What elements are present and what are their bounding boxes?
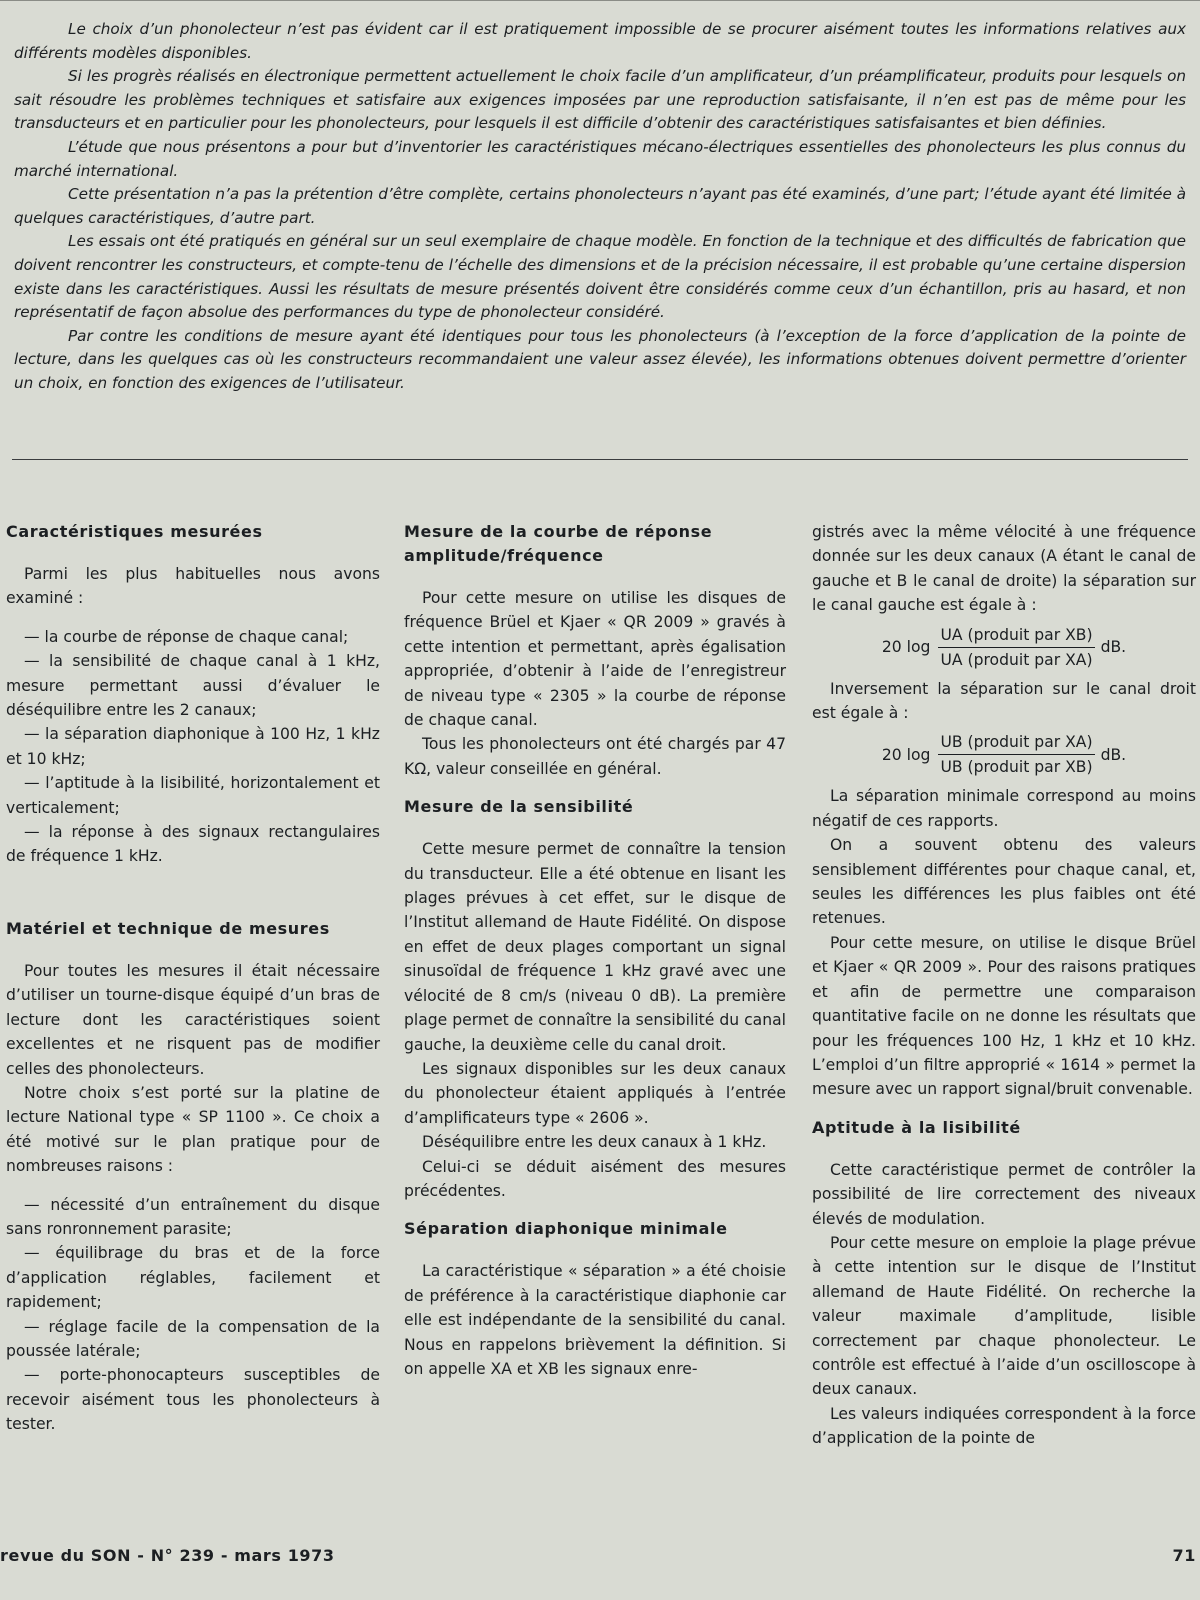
separation-formula-right — [812, 731, 1196, 778]
paragraph: Pour cette mesure on emploie la plage prévue à cette intention sur le disque de l’Institut allemand de Haute Fidélité. On recherche la valeur maximale d’amplitude, lisible correctement par chaque phonolecteur. Le contrôle est effectué à l’aide d’un oscilloscope à deux canaux. — [812, 1233, 1196, 1399]
list-item: — la courbe de réponse de chaque canal; — [24, 627, 349, 646]
intro-paragraph: Par contre les conditions de mesure ayant été identiques pour tous les phonolecteurs (à l’exception de la force d’application de la pointe de lecture, dans les quelques cas où les constructeurs recommandaient une valeur assez élevée), les informations obtenues doivent permettre d’orienter un choix, en fonction des exigences de l’utilisateur. — [14, 326, 1186, 392]
column-1 — [6, 520, 380, 1437]
formula-fraction — [938, 731, 1094, 778]
page-footer — [0, 1546, 1200, 1576]
paragraph: La caractéristique « séparation » a été choisie de préférence à la caractéristique diaphonie car elle est indépendante de la sensibilité du canal. Nous en rappelons brièvement la définition. Si on appelle XA et XB les signaux enre- — [404, 1262, 786, 1378]
column-3 — [812, 520, 1196, 1451]
list-item: — l’aptitude à la lisibilité, horizontalement et verticalement; — [6, 774, 380, 817]
intro-paragraph: Les essais ont été pratiqués en général sur un seul exemplaire de chaque modèle. En fonction de la technique et des difficultés de fabrication que doivent rencontrer les constructeurs, et compte-tenu de l’échelle des dimensions et de la précision nécessaire, il est probable qu’une certaine dispersion existe dans les caractéristiques. Aussi les résultats de mesure présentés doivent être considérés comme ceux d’un échantillon, pris au hasard, et non représentatif de façon absolue des performances du type de phonolecteur considéré. — [14, 232, 1186, 322]
formula-prefix: 20 log — [881, 638, 931, 657]
intro-paragraph: Le choix d’un phonolecteur n’est pas évident car il est pratiquement impossible de se procurer aisément toutes les informations relatives aux différents modèles disponibles. — [14, 20, 1186, 62]
formula-unit: dB. — [1100, 638, 1127, 657]
intro-paragraph: L’étude que nous présentons a pour but d’inventorier les caractéristiques mécano-électriques essentielles des phonolecteurs les plus connus du marché international. — [14, 137, 1186, 180]
section-heading: Mesure de la courbe de réponse amplitude/fréquence — [404, 522, 713, 565]
formula-denominator: UB (produit par XB) — [940, 758, 1093, 777]
intro-paragraph: Si les progrès réalisés en électronique permettent actuellement le choix facile d’un amplificateur, d’un préamplificateur, produits pour lesquels on sait résoudre les problèmes techniques et satisfaire aux exigences imposées par une reproduction satisfaisante, il n’en est pas de même pour les transducteurs et en particulier pour les phonolecteurs, pour lesquels il est difficile d’obtenir des caractéristiques satisfaisantes et bien définies. — [14, 67, 1186, 133]
formula-unit: dB. — [1100, 745, 1127, 764]
formula-prefix: 20 log — [881, 745, 931, 764]
paragraph: Inversement la séparation sur le canal droit est égale à : — [812, 679, 1196, 723]
list-item: — la séparation diaphonique à 100 Hz, 1 kHz et 10 kHz; — [6, 725, 380, 768]
formula-numerator: UA (produit par XB) — [938, 624, 1094, 648]
paragraph: Les valeurs indiquées correspondent à la force d’application de la pointe de — [812, 1404, 1196, 1448]
paragraph: Pour toutes les mesures il était nécessaire d’utiliser un tourne-disque équipé d’un bras de lecture dont les caractéristiques soient excellentes et ne risquent pas de modifier celles des phonolecteurs. — [6, 961, 380, 1078]
separation-formula-left — [812, 624, 1196, 671]
paragraph: gistrés avec la même vélocité à une fréquence donnée sur les deux canaux (A étant le canal de gauche et B le canal de droite) la séparation sur le canal gauche est égale à : — [812, 523, 1196, 615]
paragraph: Notre choix s’est porté sur la platine de lecture National type « SP 1100 ». Ce choix a été motivé sur le plan pratique pour de nombreuses raisons : — [6, 1083, 380, 1176]
top-rule — [0, 0, 1200, 1]
intro-paragraph: Cette présentation n’a pas la prétention d’être complète, certains phonolecteurs n’ayant pas été examinés, d’une part; l’étude ayant été limitée à quelques caractéristiques, d’autre part. — [14, 185, 1186, 227]
paragraph: Cette caractéristique permet de contrôler la possibilité de lire correctement des niveaux élevés de modulation. — [812, 1160, 1196, 1228]
paragraph: La séparation minimale correspond au moins négatif de ces rapports. — [812, 787, 1196, 830]
paragraph: Déséquilibre entre les deux canaux à 1 kHz. — [422, 1133, 767, 1152]
paragraph: Tous les phonolecteurs ont été chargés par 47 KΩ, valeur conseillée en général. — [404, 735, 786, 778]
page-number: 71 — [1172, 1546, 1196, 1565]
section-heading: Caractéristiques mesurées — [6, 522, 263, 541]
paragraph: Celui-ci se déduit aisément des mesures précédentes. — [404, 1157, 786, 1200]
journal-issue: revue du SON - N° 239 - mars 1973 — [0, 1546, 335, 1565]
list-item: — équilibrage du bras et de la force d’application réglables, facilement et rapidement; — [6, 1244, 380, 1312]
list-item: — porte-phonocapteurs susceptibles de recevoir aisément tous les phonolecteurs à tester. — [6, 1366, 380, 1434]
list-item: — la réponse à des signaux rectangulaires de fréquence 1 kHz. — [6, 823, 380, 866]
column-2 — [404, 520, 786, 1381]
section-divider — [12, 459, 1188, 460]
paragraph: Parmi les plus habituelles nous avons examiné : — [6, 565, 380, 608]
list-item: — la sensibilité de chaque canal à 1 kHz, mesure permettant aussi d’évaluer le déséquilibre entre les 2 canaux; — [6, 652, 380, 720]
formula-fraction — [938, 624, 1094, 671]
paragraph: Pour cette mesure on utilise les disques de fréquence Brüel et Kjaer « QR 2009 » gravés à cette intention et permettant, après égalisation appropriée, d’obtenir à l’aide de l’enregistreur de niveau type « 2305 » la courbe de réponse de chaque canal. — [404, 589, 786, 730]
paragraph: Pour cette mesure, on utilise le disque Brüel et Kjaer « QR 2009 ». Pour des raisons pratiques et afin de permettre une comparaison quantitative facile on ne donne les résultats que pour les fréquences 100 Hz, 1 kHz et 10 kHz. L’emploi d’un filtre approprié « 1614 » permet la mesure avec un rapport signal/bruit convenable. — [812, 933, 1196, 1099]
intro-block — [14, 18, 1186, 396]
section-heading: Mesure de la sensibilité — [404, 797, 634, 817]
list-item: — nécessité d’un entraînement du disque sans ronronnement parasite; — [6, 1195, 380, 1238]
section-heading: Séparation diaphonique minimale — [404, 1219, 728, 1239]
formula-numerator: UB (produit par XA) — [938, 731, 1094, 755]
section-heading: Matériel et technique de mesures — [6, 918, 330, 938]
paragraph: On a souvent obtenu des valeurs sensiblement différentes pour chaque canal, et, seules les différences les plus faibles ont été retenues. — [812, 836, 1196, 928]
paragraph: Cette mesure permet de connaître la tension du transducteur. Elle a été obtenue en lisant les plages prévues à cet effet, sur le disque de l’Institut allemand de Haute Fidélité. On dispose en effet de deux plages comportant un signal sinusoïdal de fréquence 1 kHz gravé avec une vélocité de 8 cm/s (niveau 0 dB). La première plage permet de connaître la sensibilité du canal gauche, la deuxième celle du canal droit. — [404, 840, 786, 1054]
section-heading: Aptitude à la lisibilité — [812, 1117, 1021, 1137]
paragraph: Les signaux disponibles sur les deux canaux du phonolecteur étaient appliqués à l’entrée d’amplificateurs type « 2606 ». — [404, 1059, 786, 1127]
formula-denominator: UA (produit par XA) — [940, 650, 1093, 669]
list-item: — réglage facile de la compensation de la poussée latérale; — [6, 1317, 380, 1360]
